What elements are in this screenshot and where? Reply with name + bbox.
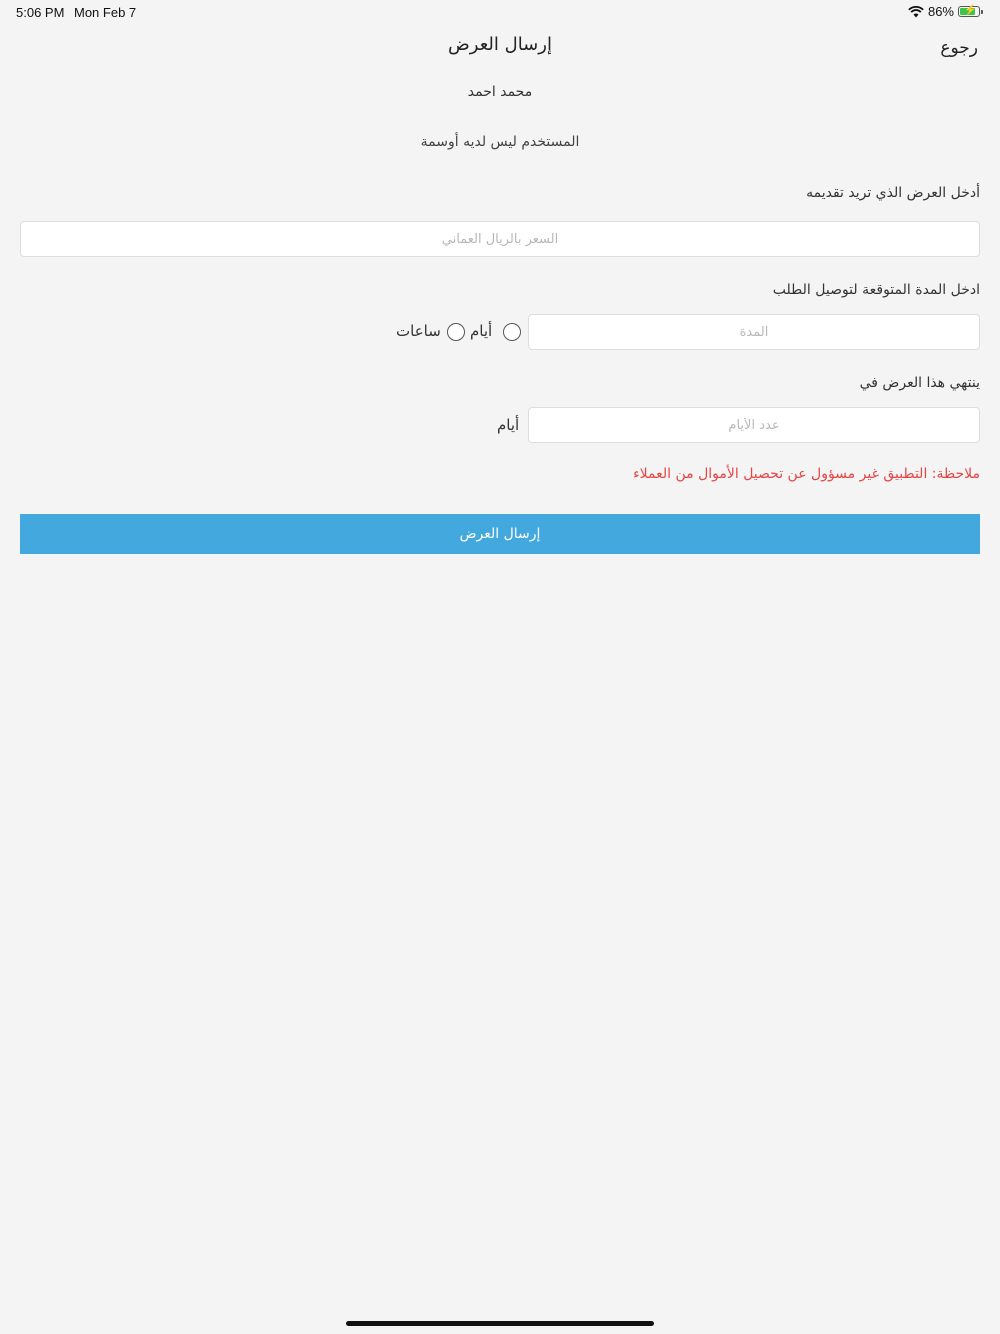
badges-status-text: المستخدم ليس لديه أوسمة <box>420 134 580 150</box>
wifi-icon <box>908 6 924 18</box>
submit-offer-button[interactable]: إرسال العرض <box>20 514 980 554</box>
user-name: محمد احمد <box>467 84 533 100</box>
battery-percent: 86% <box>927 4 954 19</box>
expiry-label: ينتهي هذا العرض في <box>859 375 980 391</box>
hours-radio[interactable] <box>447 323 465 341</box>
home-indicator <box>346 1321 654 1326</box>
status-date: Mon Feb 7 <box>74 5 137 20</box>
duration-label: ادخل المدة المتوقعة لتوصيل الطلب <box>772 282 980 298</box>
offer-label: أدخل العرض الذي تريد تقديمه <box>806 185 980 201</box>
expiry-unit-label: أيام <box>497 416 520 434</box>
price-input[interactable] <box>20 221 980 257</box>
days-radio[interactable] <box>503 323 521 341</box>
days-radio-label: أيام <box>470 322 493 340</box>
back-button[interactable]: رجوع <box>940 38 978 58</box>
status-bar <box>0 0 1000 24</box>
status-indicators <box>908 4 980 19</box>
battery-charging-icon: ⚡ <box>958 6 980 17</box>
expiry-days-input[interactable] <box>528 407 980 443</box>
duration-input[interactable] <box>528 314 980 350</box>
status-time: 5:06 PM <box>16 5 65 20</box>
page-title: إرسال العرض <box>448 34 552 55</box>
hours-radio-label: ساعات <box>396 322 441 340</box>
disclaimer-note: ملاحظة: التطبيق غير مسؤول عن تحصيل الأموال من العملاء <box>633 466 980 482</box>
